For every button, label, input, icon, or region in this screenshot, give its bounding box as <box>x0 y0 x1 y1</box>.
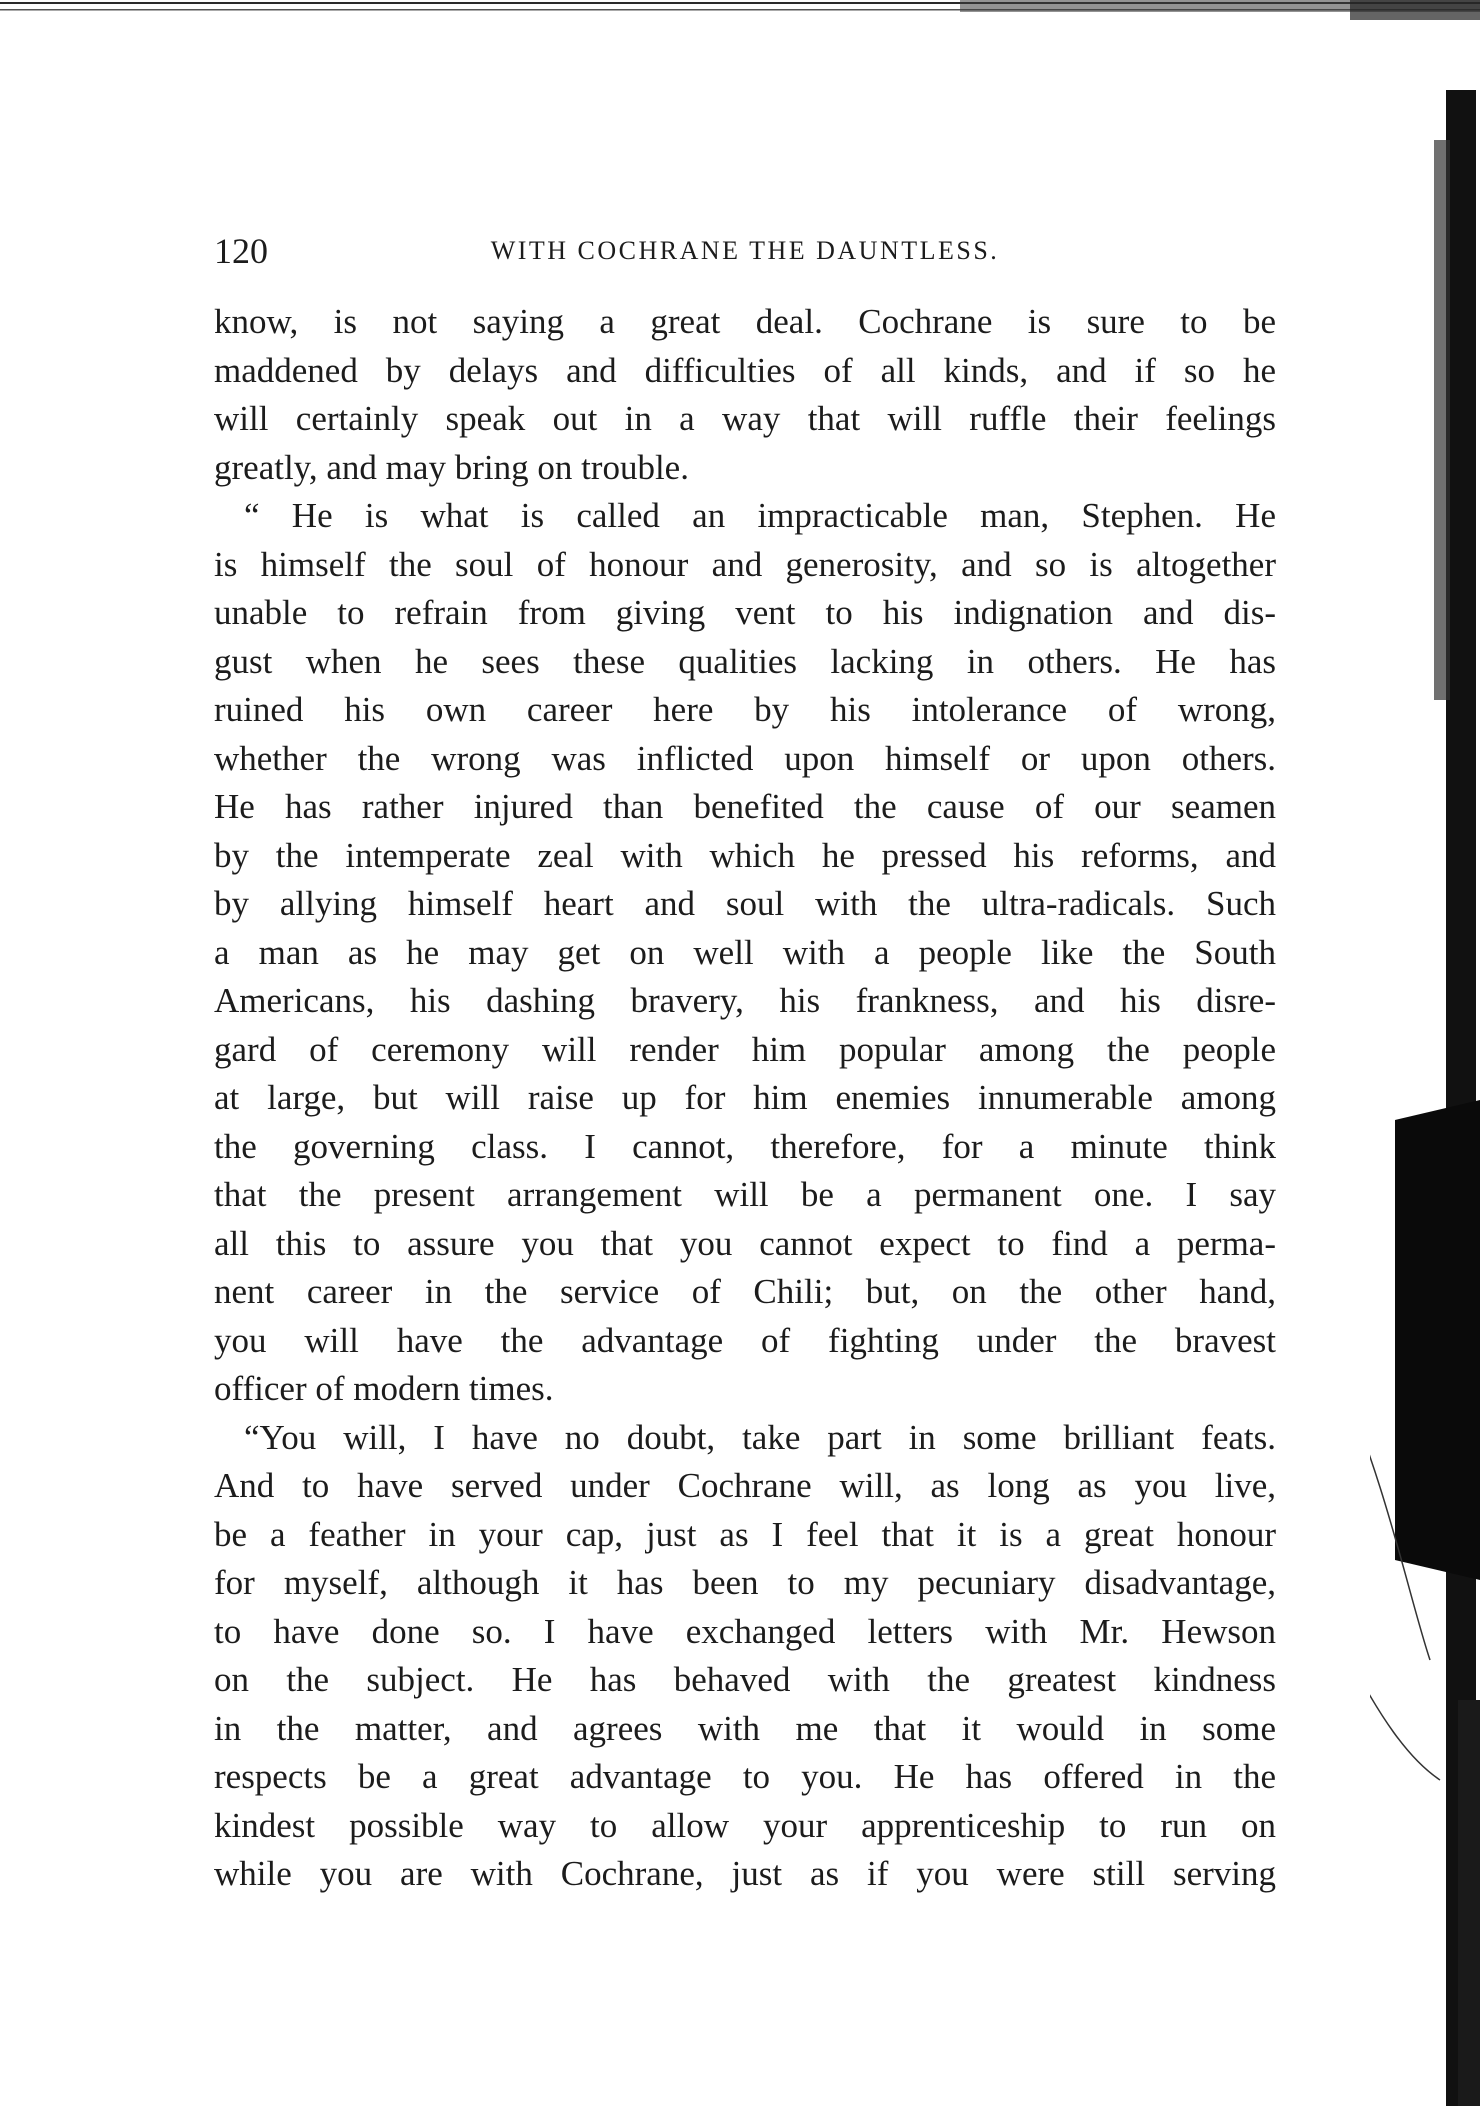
text-line: for myself, although it has been to my pecuniary disadvantage, <box>214 1563 1276 1602</box>
text-line: whether the wrong was inflicted upon himself or upon others. <box>214 738 1276 778</box>
text-line: nent career in the service of Chili; but, on the other hand, <box>214 1272 1276 1311</box>
text-line: “You will, I have no doubt, take part in some brilliant feats. <box>244 1417 1276 1457</box>
text-line: And to have served under Cochrane will, as long as you live, <box>214 1466 1276 1505</box>
text-line: Americans, his dashing bravery, his frankness, and his disre- <box>214 981 1276 1020</box>
text-line: gard of ceremony will render him popular among the people <box>214 1029 1276 1069</box>
text-line: is himself the soul of honour and generosity, and so is altogether <box>214 544 1276 584</box>
text-line: by allying himself heart and soul with the ultra-radicals. Such <box>214 884 1276 923</box>
text-line: at large, but will raise up for him enemies innumerable among <box>214 1078 1276 1117</box>
text-line: all this to assure you that you cannot expect to find a perma- <box>214 1223 1276 1263</box>
text-line: unable to refrain from giving vent to his indignation and dis- <box>214 593 1276 632</box>
text-line: “ He is what is called an impracticable man, Stephen. He <box>244 496 1276 535</box>
text-line: be a feather in your cap, just as I feel that it is a great honour <box>214 1514 1276 1554</box>
text-line: maddened by delays and difficulties of all kinds, and if so he <box>214 350 1276 390</box>
text-line: a man as he may get on well with a people like the South <box>214 932 1276 972</box>
text-line: know, is not saying a great deal. Cochrane is sure to be <box>214 302 1276 341</box>
text-line: will certainly speak out in a way that will ruffle their feelings <box>214 399 1276 438</box>
running-head: WITH COCHRANE THE DAUNTLESS. <box>490 236 1000 265</box>
page-number: 120 <box>214 231 268 271</box>
text-line: greatly, and may bring on trouble. <box>214 447 689 487</box>
text-line: in the matter, and agrees with me that it would in some <box>214 1708 1276 1748</box>
book-spine-shadow <box>1370 0 1480 2106</box>
text-line: gust when he sees these qualities lacking in others. He has <box>214 641 1276 681</box>
text-line: on the subject. He has behaved with the greatest kindness <box>214 1660 1276 1699</box>
text-line: that the present arrangement will be a permanent one. I say <box>214 1175 1276 1214</box>
text-line: respects be a great advantage to you. He has offered in the <box>214 1757 1276 1796</box>
text-line: ruined his own career here by his intolerance of wrong, <box>214 690 1276 729</box>
text-line: the governing class. I cannot, therefore, for a minute think <box>214 1126 1276 1166</box>
text-line: while you are with Cochrane, just as if you were still serving <box>214 1854 1276 1893</box>
page-header <box>214 226 1276 276</box>
text-line: to have done so. I have exchanged letters with Mr. Hewson <box>214 1611 1276 1651</box>
text-line: you will have the advantage of fighting under the bravest <box>214 1320 1276 1360</box>
text-line: kindest possible way to allow your apprenticeship to run on <box>214 1805 1276 1845</box>
top-rule-scan-artifact <box>0 0 1480 22</box>
text-line: by the intemperate zeal with which he pressed his reforms, and <box>214 835 1276 875</box>
text-line: He has rather injured than benefited the cause of our seamen <box>214 787 1276 826</box>
body-text <box>214 298 1276 1899</box>
text-line: officer of modern times. <box>214 1369 554 1408</box>
